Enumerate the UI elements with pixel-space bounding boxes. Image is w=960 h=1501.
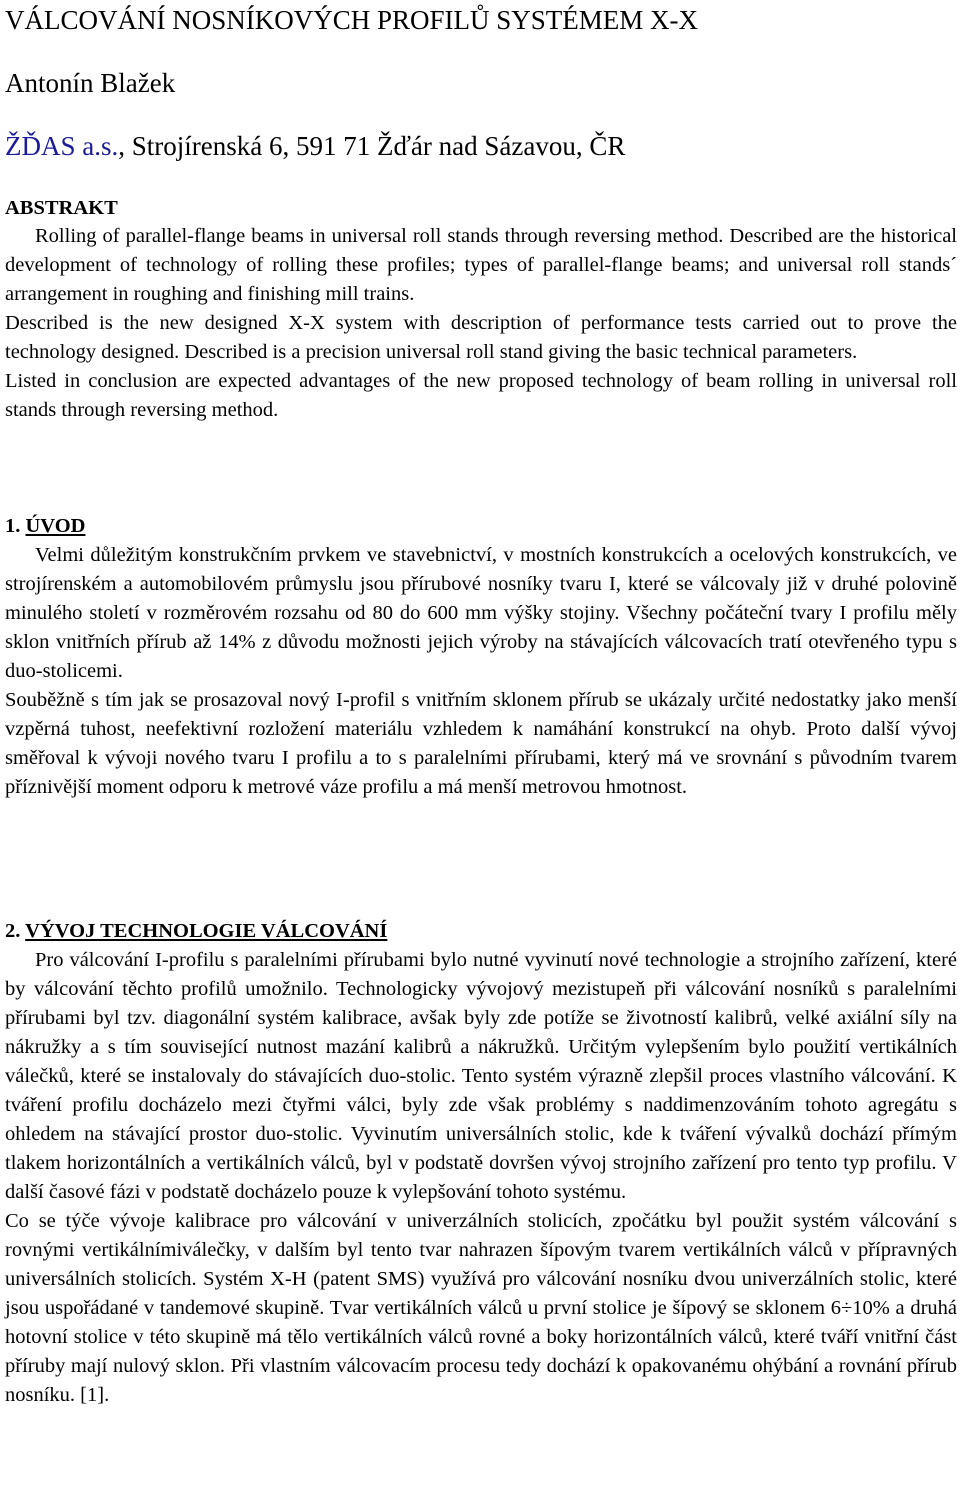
section-1-paragraph: Souběžně s tím jak se prosazoval nový I-profil s vnitřním sklonem přírub se ukázaly určité nedostatky jako menší vzpěrná tuhost, neefektivní rozložení materiálu vzhledem k namáhání konstrukcí na ohyb. Proto další vývoj směřoval k vývoji nového tvaru I profilu a to s paralelními přírubami, který má ve srovnání s původním tvarem příznivější moment odporu k metrové váze profilu a má menší metrovou hmotnost. <box>5 689 957 798</box>
paper-title: VÁLCOVÁNÍ NOSNÍKOVÝCH PROFILŮ SYSTÉMEM X-X <box>5 5 699 35</box>
section-1-number: 1. <box>5 515 21 537</box>
abstract-paragraph: Described is the new designed X-X system with description of performance tests carried out to prove the technology designed. Described is a precision universal roll stand giving the basic technical parameters. <box>5 312 957 363</box>
author-affiliation <box>5 130 625 162</box>
section-2-heading <box>5 917 387 946</box>
abstract-paragraph: Listed in conclusion are expected advantages of the new proposed technology of beam rolling in universal roll stands through reversing method. <box>5 370 957 421</box>
company-link[interactable]: ŽĎAS a.s. <box>5 131 119 161</box>
section-2-number: 2. <box>5 920 21 942</box>
abstract-paragraph: Rolling of parallel-flange beams in universal roll stands through reversing method. Described are the historical development of technology of rolling these profiles; types of parallel-flange beams; and universal roll stands´ arrangement in roughing and finishing mill trains. <box>5 225 957 305</box>
section-1-title: ÚVOD <box>25 515 86 537</box>
section-1-paragraph: Velmi důležitým konstrukčním prvkem ve stavebnictví, v mostních konstrukcích a ocelových konstrukcích, ve strojírenském a automobilovém průmyslu jsou přírubové nosníky tvaru I, které se válcovaly již v druhé polovině minulého století v rozměrovém rozsahu od 80 do 600 mm výšky stojiny. Všechny počáteční tvary I profilu měly sklon vnitřních přírub až 14% z důvodu možnosti jejich výroby na stávajících válcovacích tratí otevřeného typu s duo-stolicemi. <box>5 544 957 682</box>
section-2-paragraph: Co se týče vývoje kalibrace pro válcování v univerzálních stolicích, zpočátku byl použit systém válcování s rovnými vertikálnímiválečky, v dalším byl tento tvar nahrazen šípovým tvarem vertikálních válců v přípravných universálních stolicích. Systém X-H (patent SMS) využívá pro válcování nosníku dvou univerzálních stolic, které jsou uspořádané v tandemové skupině. Tvar vertikálních válců u první stolice je šípový se sklonem 6÷10% a druhá hotovní stolice v této skupině má tělo vertikálních válců rovné a boky horizontálních válců, které tváří vnitřní část příruby mají nulový sklon. Při vlastním válcovacím procesu tedy dochází k opakovanému ohýbání a rovnání přírub nosníku. [1]. <box>5 1210 957 1406</box>
section-2-body <box>5 946 957 1410</box>
section-2-title: VÝVOJ TECHNOLOGIE VÁLCOVÁNÍ <box>25 920 388 942</box>
abstract-body <box>5 222 957 425</box>
affiliation-address: , Strojírenská 6, 591 71 Žďár nad Sázavou, ČR <box>118 131 626 161</box>
section-2-paragraph: Pro válcování I-profilu s paralelními přírubami bylo nutné vyvinutí nové technologie a strojního zařízení, které by válcování těchto profilů umožnilo. Technologicky vývojový mezistupeň při válcování nosníků s paralelními přírubami byl tzv. diagonální systém kalibrace, avšak byly zde potíže se životností kalibrů, velké axiální síly na nákružky a s tím související nutnost mazání kalibrů a nákružků. Určitým vylepšením bylo použití vertikálních válečků, které se instalovaly do stávajících duo-stolic. Tento systém výrazně zlepšil proces vlastního válcování. K tváření profilu docházelo mezi čtyřmi válci, byly zde však problémy s naddimenzováním tohoto agregátu s ohledem na stávající prostor duo-stolic. Vyvinutím universálních stolic, kde k tváření vývalků dochází přímým tlakem horizontálních a vertikálních válců, byl v podstatě dovršen vývoj strojního zařízení pro tento typ profilu. V další časové fázi v podstatě docházelo pouze k vylepšování tohoto systému. <box>5 949 957 1203</box>
abstract-heading: ABSTRAKT <box>5 197 118 219</box>
author-name: Antonín Blažek <box>5 68 176 98</box>
section-1-body <box>5 541 957 802</box>
section-1-heading <box>5 512 85 541</box>
